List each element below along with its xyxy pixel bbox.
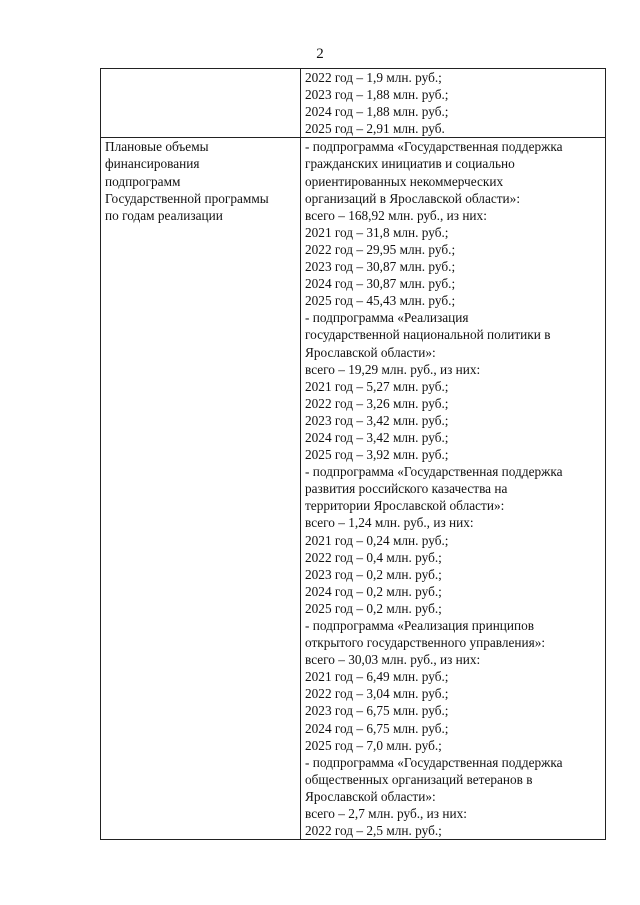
content-line: 2023 год – 3,42 млн. руб.; [305, 412, 449, 428]
content-line: 2022 год – 0,4 млн. руб.; [305, 549, 442, 565]
row-content-cell [301, 69, 606, 138]
content-line: открытого государственного управления»: [305, 635, 546, 651]
page-number: 2 [316, 46, 324, 62]
financing-table [100, 68, 606, 840]
label-line: по годам реализации [105, 207, 223, 223]
content-line: всего – 2,7 млн. руб., из них: [305, 806, 467, 822]
label-line: Государственной программы [105, 190, 269, 206]
content-line: 2021 год – 0,24 млн. руб.; [305, 532, 449, 548]
content-line: 2024 год – 0,2 млн. руб.; [305, 583, 442, 599]
content-line: 2025 год – 0,2 млн. руб.; [305, 600, 442, 616]
label-line: финансирования [105, 156, 200, 172]
content-line: Ярославской области»: [305, 344, 436, 360]
content-line: 2022 год – 3,04 млн. руб.; [305, 686, 449, 702]
content-line: 2022 год – 1,9 млн. руб.; [305, 70, 442, 85]
content-line: - подпрограмма «Государственная поддержка [305, 464, 563, 480]
content-line: государственной национальной политики в [305, 327, 551, 343]
content-line: территории Ярославской области»: [305, 498, 505, 514]
content-line: 2024 год – 1,88 млн. руб.; [305, 104, 449, 120]
content-line: - подпрограмма «Государственная поддержка [305, 754, 563, 770]
content-line: 2024 год – 30,87 млн. руб.; [305, 276, 456, 292]
content-line: ориентированных некоммерческих [305, 173, 504, 189]
content-line: 2021 год – 6,49 млн. руб.; [305, 669, 449, 685]
table-row [101, 138, 606, 840]
label-line: подпрограмм [105, 173, 181, 189]
content-line: организаций в Ярославской области»: [305, 190, 521, 206]
content-line: всего – 1,24 млн. руб., из них: [305, 515, 474, 531]
content-line: 2021 год – 31,8 млн. руб.; [305, 224, 449, 240]
content-line: - подпрограмма «Государственная поддержка [305, 139, 563, 155]
content-line: гражданских инициатив и социально [305, 156, 515, 172]
content-line: всего – 19,29 млн. руб., из них: [305, 361, 481, 377]
content-line: 2025 год – 3,92 млн. руб.; [305, 447, 449, 463]
content-line: 2022 год – 29,95 млн. руб.; [305, 241, 456, 257]
row-label-cell [101, 138, 301, 840]
content-line: 2021 год – 5,27 млн. руб.; [305, 378, 449, 394]
content-line: 2024 год – 6,75 млн. руб.; [305, 720, 449, 736]
content-line: всего – 168,92 млн. руб., из них: [305, 207, 487, 223]
row-label-cell [101, 69, 301, 138]
financing-table-body [101, 69, 606, 840]
content-line: 2022 год – 2,5 млн. руб.; [305, 823, 442, 839]
content-line: 2023 год – 0,2 млн. руб.; [305, 566, 442, 582]
content-line: всего – 30,03 млн. руб., из них: [305, 652, 481, 668]
content-line: развития российского казачества на [305, 481, 508, 497]
content-line: - подпрограмма «Реализация принципов [305, 618, 535, 633]
content-line: 2025 год – 2,91 млн. руб. [305, 121, 445, 137]
label-line: Плановые объемы [105, 139, 209, 155]
row-content-cell [301, 138, 606, 840]
content-line: общественных организаций ветеранов в [305, 771, 533, 787]
content-line: Ярославской области»: [305, 788, 436, 804]
content-line: 2023 год – 6,75 млн. руб.; [305, 703, 449, 719]
content-line: 2023 год – 1,88 млн. руб.; [305, 87, 449, 103]
table-row [101, 69, 606, 138]
content-line: 2025 год – 45,43 млн. руб.; [305, 293, 456, 309]
content-line: 2024 год – 3,42 млн. руб.; [305, 429, 449, 445]
content-line: 2025 год – 7,0 млн. руб.; [305, 737, 442, 753]
content-line: 2022 год – 3,26 млн. руб.; [305, 395, 449, 411]
content-line: - подпрограмма «Реализация [305, 310, 469, 326]
content-line: 2023 год – 30,87 млн. руб.; [305, 259, 456, 275]
